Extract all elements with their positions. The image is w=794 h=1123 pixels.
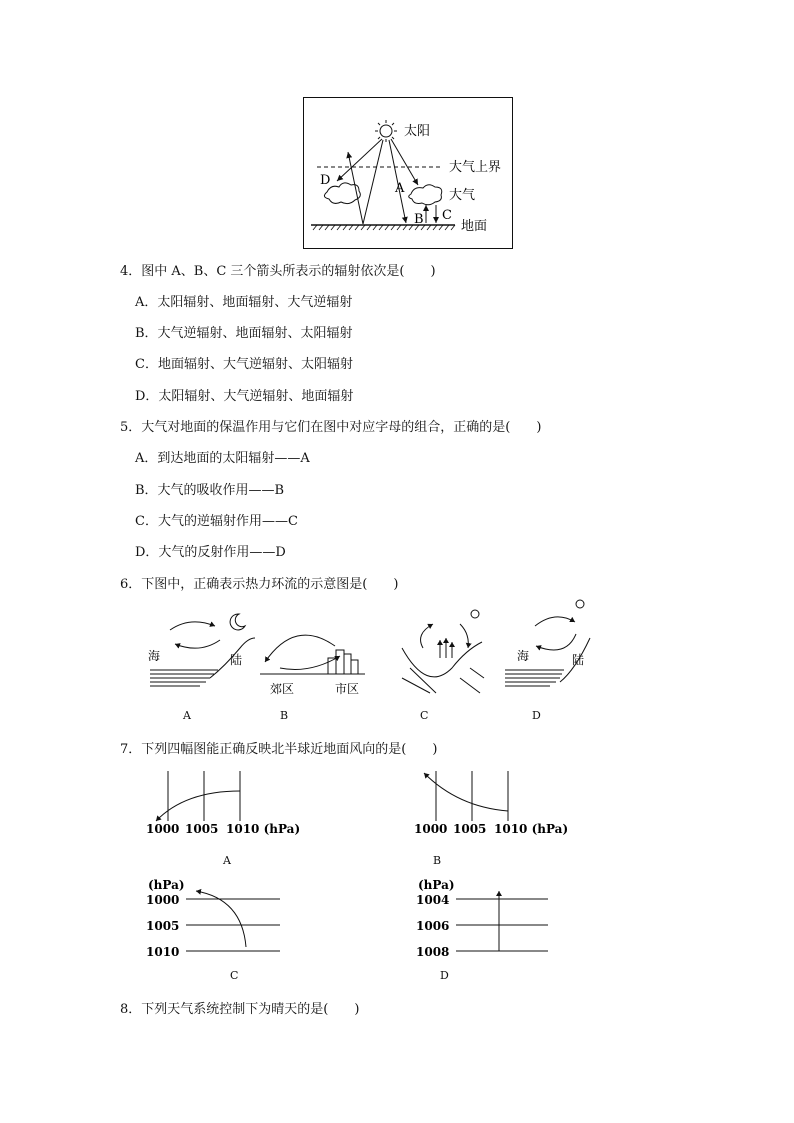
q7-figure-c bbox=[146, 878, 280, 959]
q7d-unit: (hPa) bbox=[418, 878, 455, 892]
moon-icon bbox=[230, 614, 245, 630]
q6-caption-b: B bbox=[280, 709, 289, 722]
q7-figure-d bbox=[416, 878, 548, 959]
q5-option-b: B．大气的吸收作用——B bbox=[135, 483, 285, 498]
q6-figure-a bbox=[148, 614, 255, 686]
q7-caption-b: B bbox=[433, 854, 442, 867]
q5-stem: 5．大气对地面的保温作用与它们在图中对应字母的组合，正确的是( ) bbox=[120, 420, 542, 435]
q6a-sea-label: 海 bbox=[148, 649, 161, 663]
q7-stem: 7．下列四幅图能正确反映北半球近地面风向的是( ) bbox=[120, 742, 438, 757]
q4-option-a: A．太阳辐射、地面辐射、大气逆辐射 bbox=[135, 295, 353, 310]
q8-stem: 8．下列天气系统控制下为晴天的是( ) bbox=[120, 1002, 360, 1017]
q7-caption-d: D bbox=[440, 969, 449, 982]
cloud-right bbox=[409, 185, 442, 205]
q7-figure-b bbox=[414, 771, 568, 836]
q7b-tick-1000: 1000 bbox=[414, 822, 448, 836]
sun-icon bbox=[375, 120, 397, 142]
q6-caption-c: C bbox=[420, 709, 429, 722]
q6-figure-d bbox=[505, 600, 590, 686]
q7-figure-a bbox=[146, 771, 300, 836]
q6-figure-c bbox=[402, 610, 484, 693]
q7-caption-a: A bbox=[223, 854, 231, 867]
q6b-city-label: 市区 bbox=[335, 682, 360, 696]
q6b-suburb-label: 郊区 bbox=[270, 682, 295, 696]
sun-label: 太阳 bbox=[404, 124, 431, 139]
q4-option-c: C．地面辐射、大气逆辐射、太阳辐射 bbox=[135, 357, 353, 372]
q7-caption-c: C bbox=[230, 969, 239, 982]
q7c-tick-1005: 1005 bbox=[146, 919, 180, 933]
q6d-sea-label: 海 bbox=[517, 649, 530, 663]
q4-option-d: D．太阳辐射、大气逆辐射、地面辐射 bbox=[135, 389, 354, 404]
q6c-sun-icon bbox=[471, 610, 479, 618]
ray-to-ground bbox=[363, 140, 383, 224]
q7a-tick-1010: 1010 (hPa) bbox=[226, 822, 301, 836]
q7c-tick-1010: 1010 bbox=[146, 945, 180, 959]
q6-figures bbox=[140, 598, 600, 698]
q7a-tick-1000: 1000 bbox=[146, 822, 180, 836]
q4-stem: 4．图中 A、B、C 三个箭头所表示的辐射依次是( ) bbox=[120, 264, 436, 279]
q7b-tick-1010: 1010 (hPa) bbox=[494, 822, 569, 836]
q7c-unit: (hPa) bbox=[148, 878, 185, 892]
q7b-tick-1005: 1005 bbox=[453, 822, 487, 836]
q5-option-c: C．大气的逆辐射作用——C bbox=[135, 514, 298, 529]
q6-stem: 6．下图中，正确表示热力环流的示意图是( ) bbox=[120, 577, 399, 592]
q7c-tick-1000: 1000 bbox=[146, 893, 180, 907]
atmosphere-label: 大气 bbox=[449, 188, 476, 203]
letter-A: A bbox=[395, 181, 405, 196]
q7d-tick-1008: 1008 bbox=[416, 945, 450, 959]
atmos-top-label: 大气上界 bbox=[449, 160, 502, 175]
q5-option-d: D．大气的反射作用——D bbox=[135, 545, 286, 560]
q4-option-b: B．大气逆辐射、地面辐射、太阳辐射 bbox=[135, 326, 353, 341]
letter-C: C bbox=[442, 208, 452, 223]
q7d-tick-1006: 1006 bbox=[416, 919, 450, 933]
ray-to-cloud-right bbox=[391, 139, 418, 185]
letter-D: D bbox=[320, 173, 331, 188]
q6a-land-label: 陆 bbox=[230, 653, 243, 667]
radiation-diagram bbox=[303, 97, 513, 249]
q7a-tick-1005: 1005 bbox=[185, 822, 219, 836]
q7d-tick-1004: 1004 bbox=[416, 893, 450, 907]
q7-figures bbox=[140, 765, 580, 990]
q6-caption-d: D bbox=[532, 709, 541, 722]
q6-caption-a: A bbox=[183, 709, 191, 722]
q6d-land-label: 陆 bbox=[572, 653, 585, 667]
q6d-sun-icon bbox=[576, 600, 584, 608]
letter-B: B bbox=[414, 212, 424, 227]
ground-label: 地面 bbox=[461, 219, 488, 234]
q5-option-a: A．到达地面的太阳辐射——A bbox=[135, 451, 310, 466]
q6-figure-b bbox=[260, 635, 365, 696]
